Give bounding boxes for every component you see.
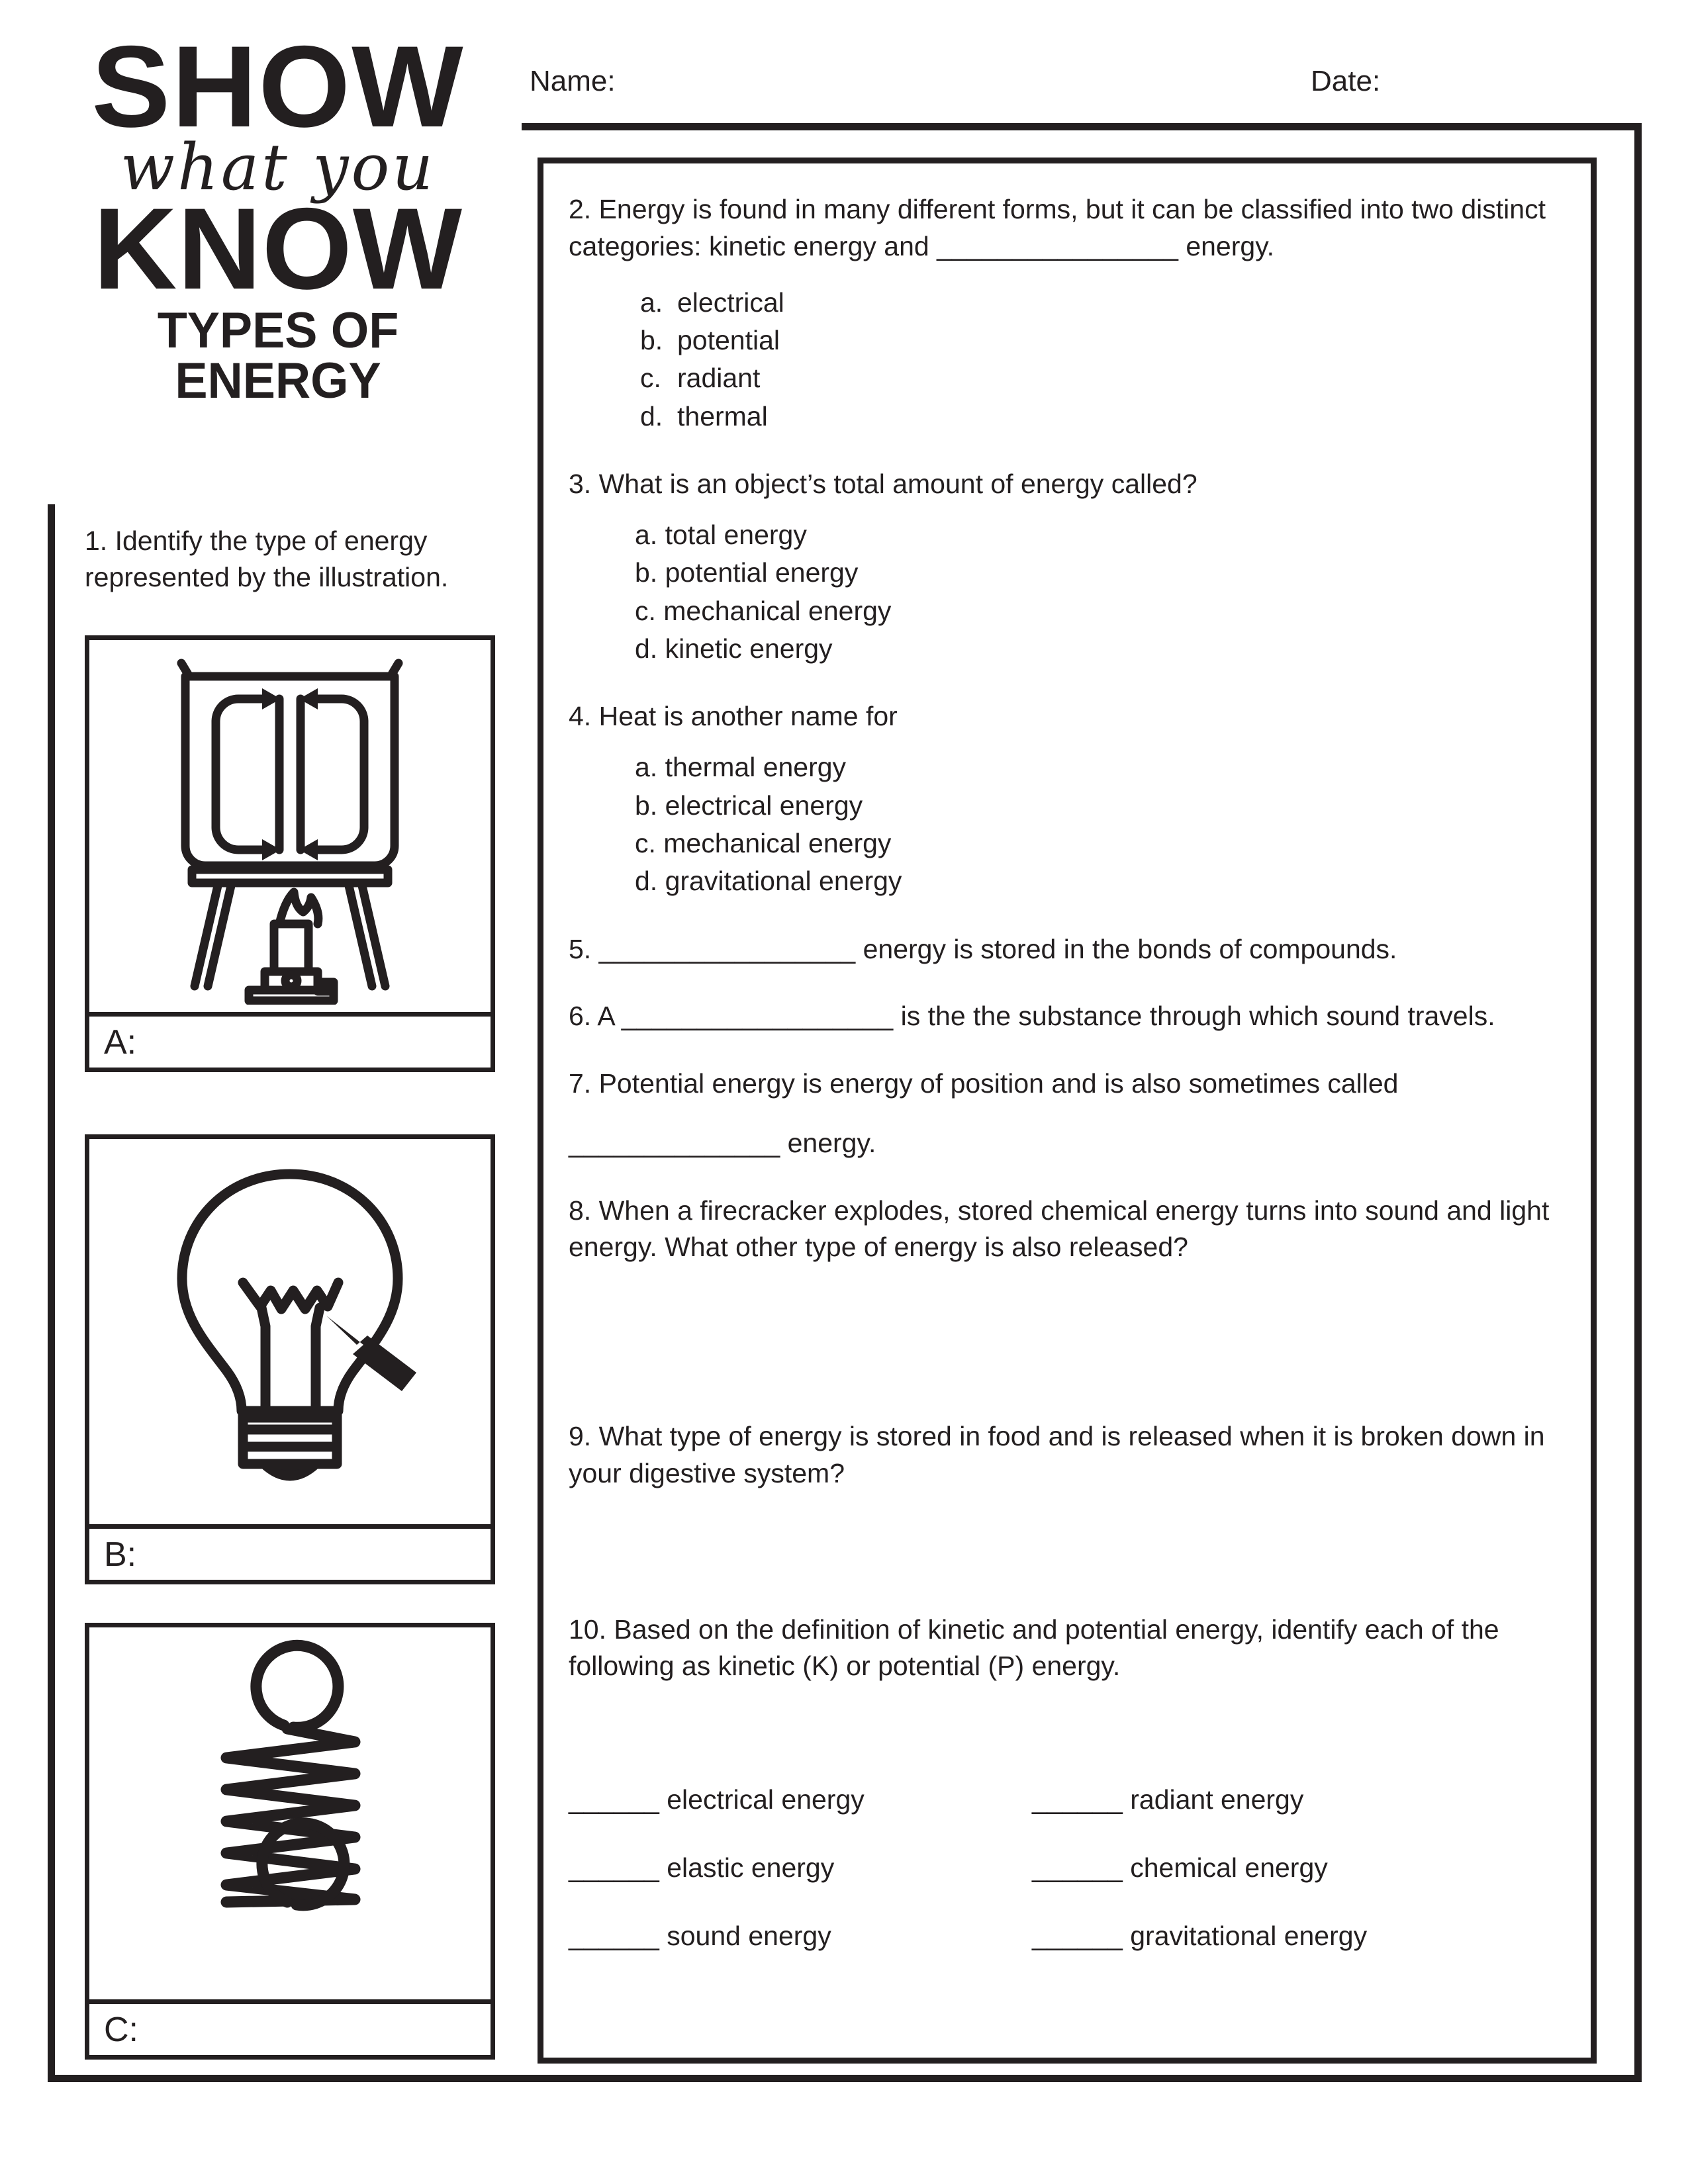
match-blank[interactable]: ______ — [569, 1784, 659, 1815]
match-item-gravitational-energy[interactable] — [1032, 1921, 1495, 1952]
illustration-box-b — [85, 1134, 495, 1584]
question-4-choice-d[interactable]: d. gravitational energy — [635, 866, 902, 897]
match-item-chemical-energy[interactable] — [1032, 1852, 1495, 1884]
match-label: radiant energy — [1130, 1784, 1304, 1815]
question-2-choices — [569, 284, 1562, 436]
choice-letter: a. — [640, 287, 663, 318]
worksheet-title-block — [46, 23, 510, 409]
question-1-prompt: 1. Identify the type of energy represented by the illustration. — [85, 525, 449, 592]
title-line-what-you: what you — [120, 130, 436, 205]
questions-panel — [538, 158, 1597, 2064]
illustration-box-c — [85, 1623, 495, 2060]
question-3-choice-d[interactable]: d. kinetic energy — [635, 633, 833, 664]
question-5-stem[interactable]: 5. _________________ energy is stored in the bonds of compounds. — [569, 933, 1397, 964]
question-4-choices — [569, 749, 1562, 901]
question-8 — [569, 1193, 1562, 1419]
question-2-choice-c[interactable] — [640, 359, 1562, 397]
question-7 — [569, 1066, 1562, 1162]
beaker-convection-heated-by-burner-icon — [89, 640, 491, 1012]
title-line-show: SHOW — [91, 23, 465, 152]
question-10 — [569, 1612, 1562, 1952]
question-9 — [569, 1418, 1562, 1612]
question-5 — [569, 931, 1562, 968]
match-item-sound-energy[interactable] — [569, 1921, 1032, 1952]
question-10-match-grid — [569, 1784, 1562, 1952]
question-3-choice-b[interactable]: b. potential energy — [635, 557, 859, 588]
name-date-header — [530, 65, 1642, 111]
question-9-stem: 9. What type of energy is stored in food and is released when it is broken down in your digestive system? — [569, 1421, 1545, 1488]
question-3-choice-c[interactable]: c. mechanical energy — [635, 595, 892, 626]
question-10-stem: 10. Based on the definition of kinetic and potential energy, identify each of the following as kinetic (K) or potential (P) energy. — [569, 1614, 1499, 1682]
match-item-electrical-energy[interactable] — [569, 1784, 1032, 1815]
illustration-a-answer-line[interactable]: A: — [89, 1012, 491, 1068]
title-line-know: KNOW — [93, 184, 463, 314]
match-blank[interactable]: ______ — [569, 1852, 659, 1884]
question-2-choice-b[interactable] — [640, 322, 1562, 359]
match-label: elastic energy — [667, 1852, 835, 1884]
choice-letter: b. — [640, 324, 663, 355]
question-7-stem-line-2[interactable]: ______________ energy. — [569, 1127, 876, 1158]
illustration-c-answer-line[interactable]: C: — [89, 1999, 491, 2055]
question-4-choice-b[interactable]: b. electrical energy — [635, 790, 863, 821]
question-8-answer-space[interactable] — [569, 1266, 1562, 1418]
match-item-elastic-energy[interactable] — [569, 1852, 1032, 1884]
page-frame-left-rule — [48, 504, 55, 2082]
match-label: chemical energy — [1130, 1852, 1328, 1884]
question-4 — [569, 698, 1562, 900]
name-label: Name: — [530, 65, 616, 97]
question-3-stem: 3. What is an object’s total amount of energy called? — [569, 469, 1197, 500]
question-6-stem[interactable]: 6. A __________________ is the the substance through which sound travels. — [569, 1001, 1495, 1032]
match-label: gravitational energy — [1130, 1921, 1368, 1952]
question-2-choice-d[interactable] — [640, 398, 1562, 435]
choice-text: radiant — [677, 363, 761, 394]
question-4-choice-a[interactable]: a. thermal energy — [635, 752, 847, 783]
coil-spring-icon — [89, 1627, 491, 1999]
question-2 — [569, 191, 1562, 435]
question-2-choice-a[interactable] — [640, 284, 1562, 322]
page-frame-top-rule — [522, 123, 1642, 130]
question-9-answer-space[interactable] — [569, 1492, 1562, 1612]
choice-text: potential — [677, 324, 780, 355]
match-label: electrical energy — [667, 1784, 865, 1815]
illustration-box-a — [85, 635, 495, 1072]
choice-text: electrical — [677, 287, 784, 318]
question-7-stem-line-1: 7. Potential energy is energy of position and is also sometimes called — [569, 1068, 1399, 1099]
date-label: Date: — [1311, 65, 1381, 97]
match-blank[interactable]: ______ — [1032, 1784, 1123, 1815]
match-blank[interactable]: ______ — [569, 1921, 659, 1952]
title-subject: TYPES OF ENERGY — [157, 302, 399, 409]
choice-letter: d. — [640, 400, 663, 432]
question-4-stem: 4. Heat is another name for — [569, 701, 898, 732]
choice-text: thermal — [677, 400, 768, 432]
match-blank[interactable]: ______ — [1032, 1852, 1123, 1884]
match-item-radiant-energy[interactable] — [1032, 1784, 1495, 1815]
match-label: sound energy — [667, 1921, 831, 1952]
question-4-choice-c[interactable]: c. mechanical energy — [635, 827, 892, 858]
choice-letter: c. — [640, 363, 661, 394]
question-8-stem: 8. When a firecracker explodes, stored chemical energy turns into sound and light energy. What other type of energy is also released? — [569, 1195, 1550, 1263]
question-3 — [569, 466, 1562, 668]
question-3-choice-a[interactable]: a. total energy — [635, 519, 807, 550]
question-3-choices — [569, 516, 1562, 668]
question-6 — [569, 998, 1562, 1035]
page-frame-right-rule — [1634, 123, 1642, 2082]
question-2-stem: 2. Energy is found in many different forms, but it can be classified into two distinct categories: kinetic energy and ________________ energy. — [569, 194, 1546, 261]
light-bulb-with-pointer-arrow-icon — [89, 1139, 491, 1524]
illustration-b-answer-line[interactable]: B: — [89, 1524, 491, 1580]
page-frame-bottom-rule — [48, 2075, 1642, 2082]
match-blank[interactable]: ______ — [1032, 1921, 1123, 1952]
